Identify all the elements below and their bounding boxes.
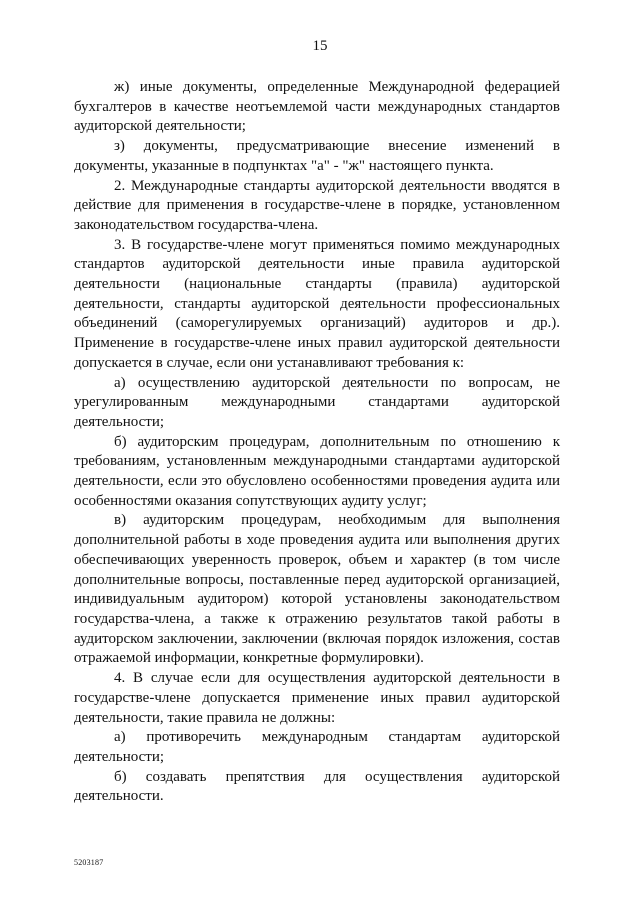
paragraph-clause-3-b: б) аудиторским процедурам, дополнительным по отношению к требованиям, установленным международными стандартами аудиторской деятельности, если это обусловлено особенностями проведения аудита или особенностями оказания сопутствующих аудиту услуг;	[74, 433, 560, 509]
paragraph-clause-4-b: б) создавать препятствия для осуществления аудиторской деятельности.	[74, 768, 560, 805]
paragraph-clause-3-a: а) осуществлению аудиторской деятельности по вопросам, не урегулированным международными стандартами аудиторской деятельности;	[74, 374, 560, 430]
paragraph-item-zh: ж) иные документы, определенные Международной федерацией бухгалтеров в качестве неотъемлемой части международных стандартов аудиторской деятельности;	[74, 79, 560, 135]
paragraph-clause-3-v: в) аудиторским процедурам, необходимым для выполнения дополнительной работы в ходе проведения аудита или выполнения других обеспечивающих уверенность проверок, объем и характер (в том числе дополнительные вопросы, поставленные перед аудиторской организацией, индивидуальным аудитором) которой установлены законодательством государства-члена, а также к отражению результатов такой работы в аудиторском заключении, заключении (включая порядок изложения, состав отражаемой информации, конкретные формулировки).	[74, 512, 560, 667]
page-number: 15	[312, 38, 328, 54]
paragraph-item-z: з) документы, предусматривающие внесение изменений в документы, указанные в подпунктах "а" - "ж" настоящего пункта.	[74, 138, 560, 174]
document-body	[74, 78, 560, 807]
paragraph-clause-2: 2. Международные стандарты аудиторской деятельности вводятся в действие для применения в государстве-члене в порядке, установленном законодательством государства-члена.	[74, 177, 560, 233]
paragraph-clause-4: 4. В случае если для осуществления аудиторской деятельности в государстве-члене допускается применение иных правил аудиторской деятельности, такие правила не должны:	[74, 670, 560, 726]
paragraph-clause-4-a: а) противоречить международным стандартам аудиторской деятельности;	[74, 729, 560, 765]
document-code: 5203187	[74, 858, 104, 867]
paragraph-clause-3: 3. В государстве-члене могут применяться помимо международных стандартов аудиторской деятельности иные правила аудиторской деятельности (национальные стандарты (правила) аудиторской деятельности, стандарты аудиторской деятельности профессиональных объединений (саморегулируемых организаций) аудиторов и др.). Применение в государстве-члене иных правил аудиторской деятельности допускается в случае, если они устанавливают требования к:	[74, 236, 560, 371]
